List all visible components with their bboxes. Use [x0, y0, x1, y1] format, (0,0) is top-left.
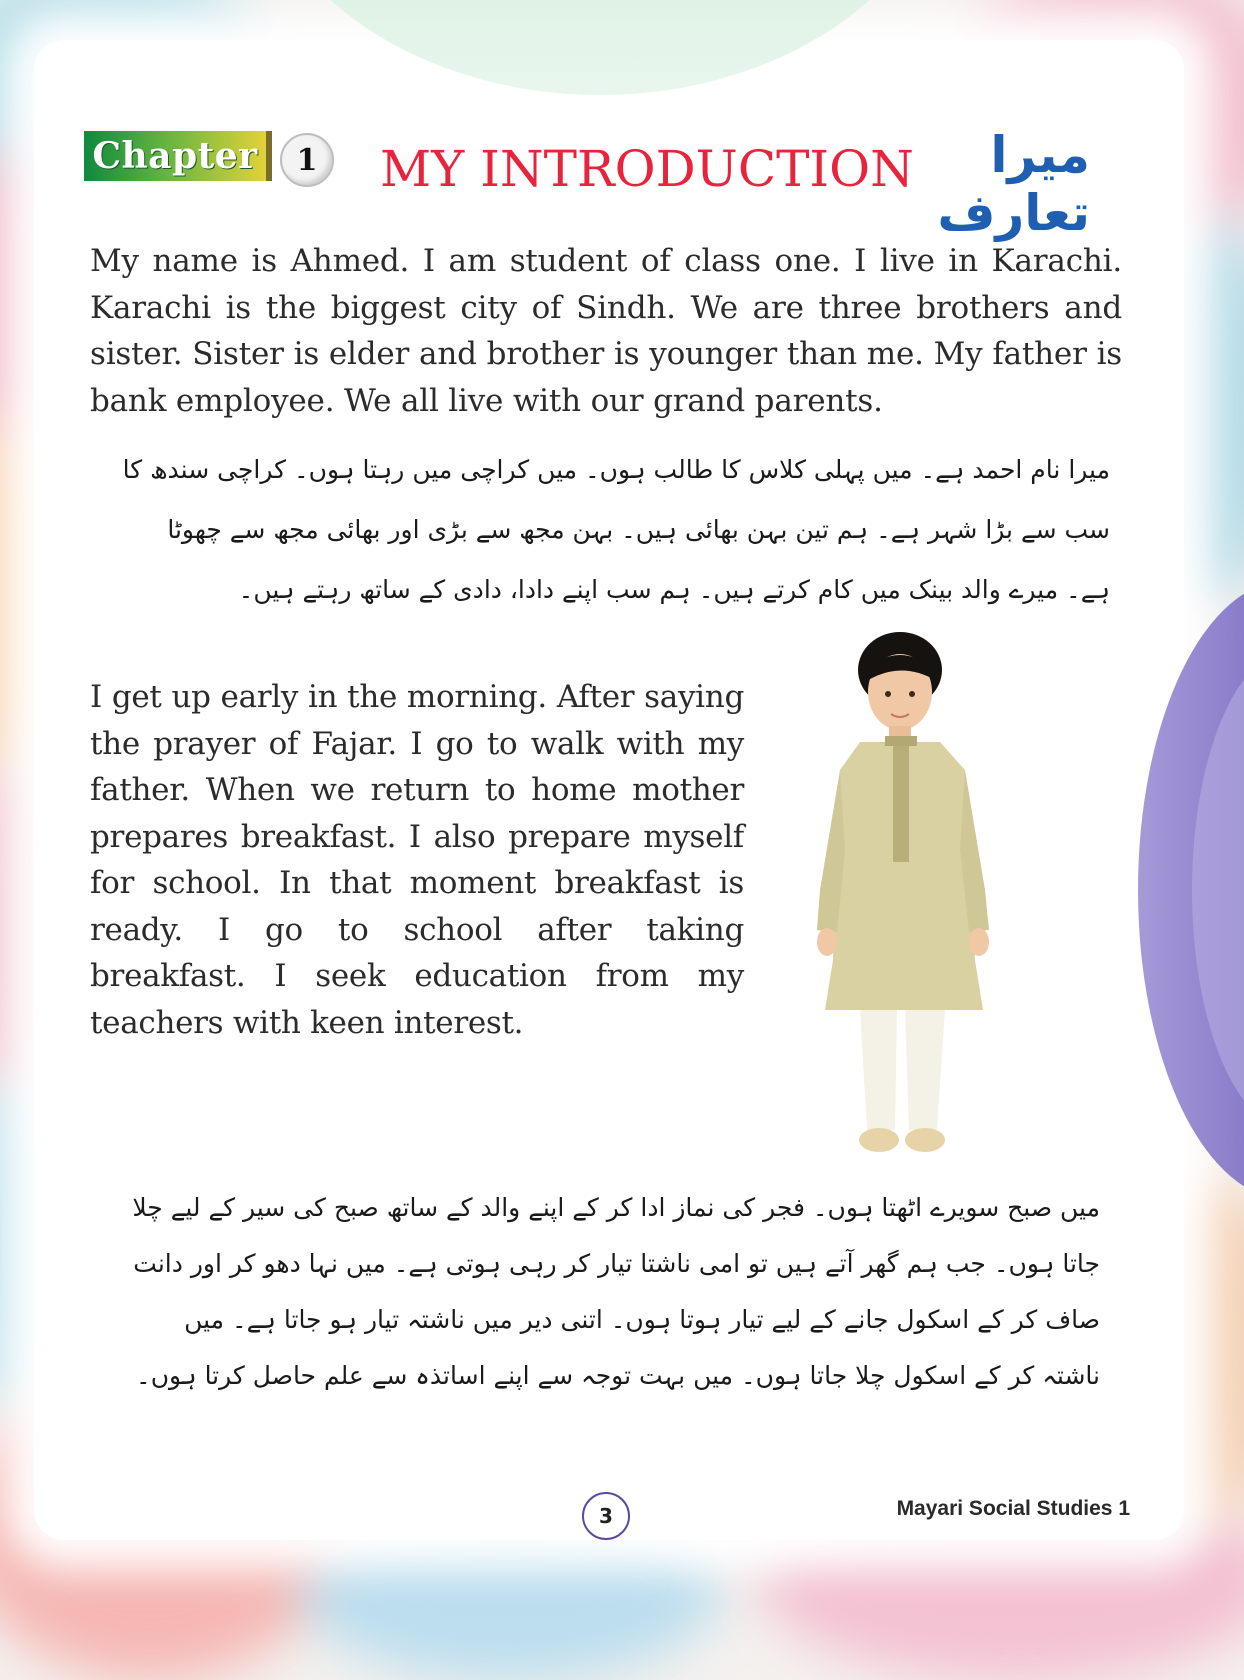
page-title: MY INTRODUCTION: [380, 140, 914, 198]
chapter-badge: [84, 131, 272, 181]
paragraph-english-2: I get up early in the morning. After saying the prayer of Fajar. I go to walk with my father. When we return to home mother prepares breakfast. I also prepare myself for school. In that moment breakfast is ready. I go to school after taking breakfast. I seek education from my teachers with keen interest.: [90, 679, 744, 1041]
paragraph-english-1: My name is Ahmed. I am student of class one. I live in Karachi. Karachi is the biggest city of Sindh. We are three brothers and sister. Sister is elder and brother is younger than me. My father is bank employee. We all live with our grand parents.: [90, 243, 1122, 419]
book-title: Mayari Social Studies 1: [896, 1497, 1130, 1520]
chapter-number: 1: [280, 133, 334, 187]
paragraph-urdu-2: میں صبح سویرے اٹھتا ہوں۔ فجر کی نماز ادا کر کے اپنے والد کے ساتھ صبح کی سیر کے لیے چلا جاتا ہوں۔ جب ہم گھر آتے ہیں تو امی ناشتا تیار کر رہی ہوتی ہے۔ میں نہا دھو کر اور دانت صاف کر کے اسکول جانے کے لیے تیار ہوتا ہوں۔ اتنی دیر میں ناشتہ تیار ہو جاتا ہے۔ میں ناشتہ کر کے اسکول چلا جاتا ہوں۔ میں بہت توجہ سے اپنے اساتذہ سے علم حاصل کرتا ہوں۔: [132, 1193, 1100, 1390]
boy-illustration: [805, 630, 1020, 1190]
page-title-urdu: میرا تعارف: [937, 126, 1090, 242]
page-number: 3: [582, 1492, 630, 1540]
paragraph-urdu-1: میرا نام احمد ہے۔ میں پہلی کلاس کا طالب ہوں۔ میں کراچی میں رہتا ہوں۔ کراچی سندھ کا سب سے بڑا شہر ہے۔ ہم تین بہن بھائی ہیں۔ بہن مجھ سے بڑی اور بھائی مجھ سے چھوٹا ہے۔ میرے والد بینک میں کام کرتے ہیں۔ ہم سب اپنے دادا، دادی کے ساتھ رہتے ہیں۔: [122, 455, 1110, 604]
chapter-label: Chapter: [92, 135, 258, 177]
